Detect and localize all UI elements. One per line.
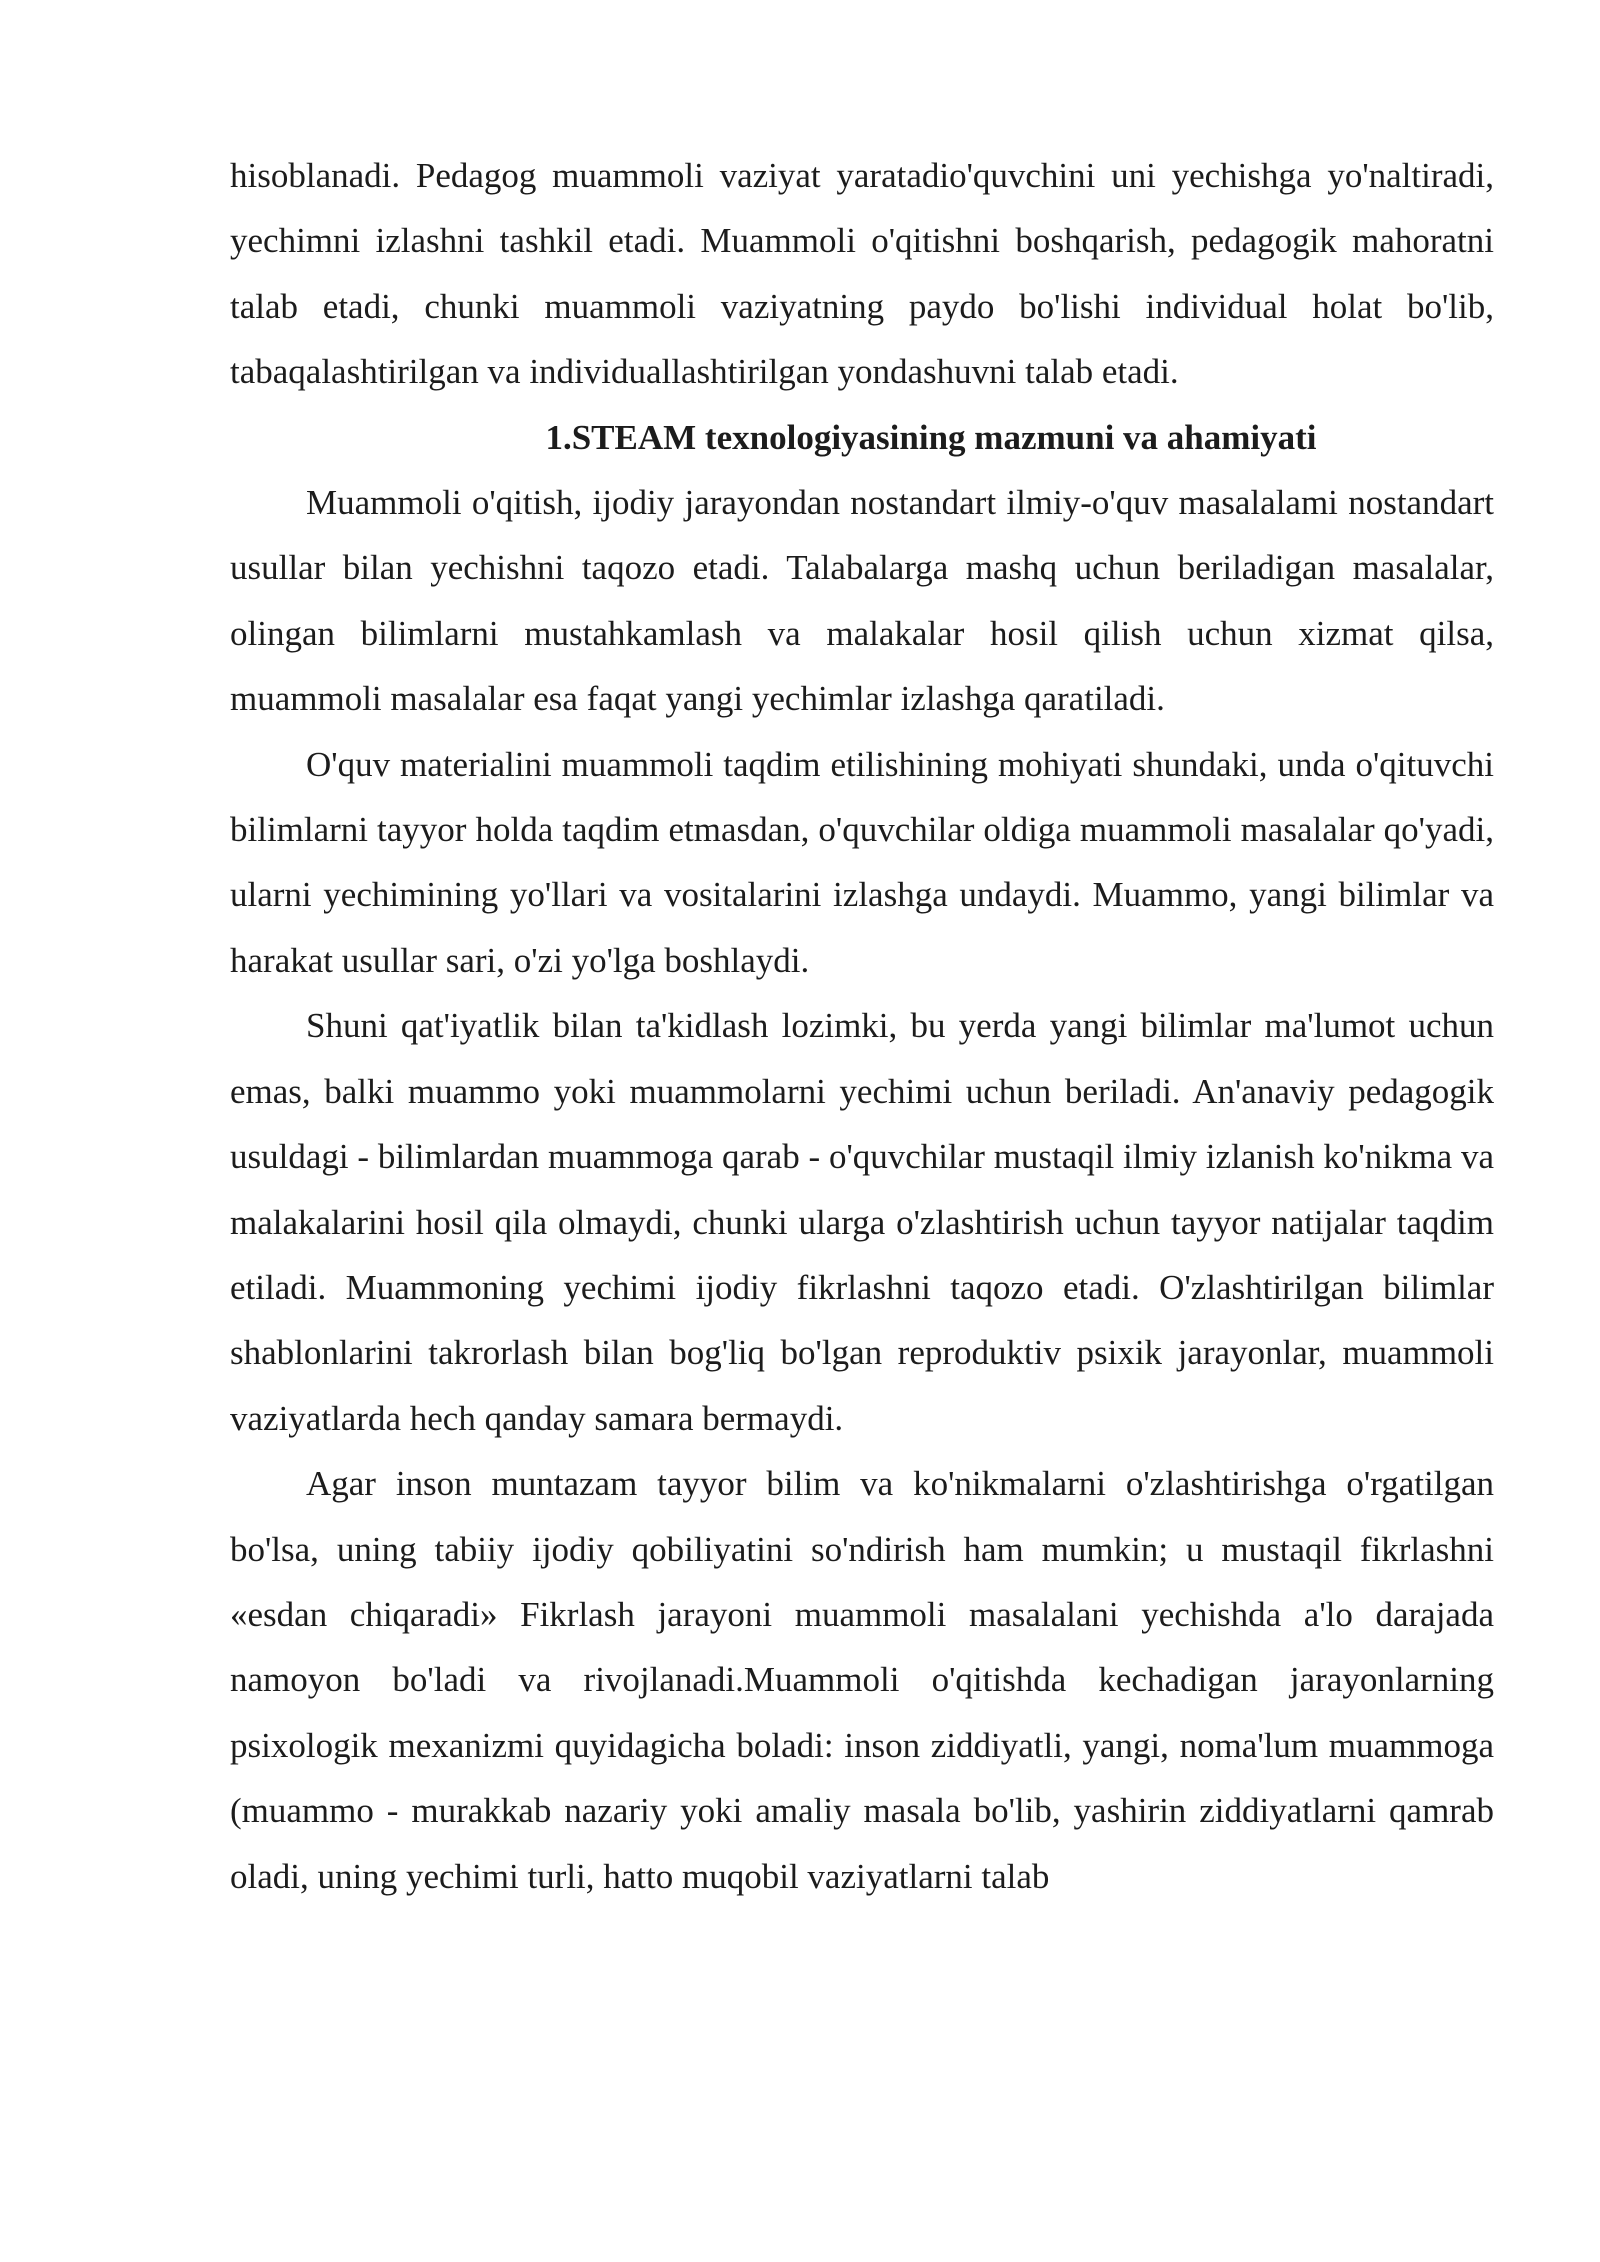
- paragraph-2: O'quv materialini muammoli taqdim etilishining mohiyati shundaki, unda o'qituvchi bilimlarni tayyor holda taqdim etmasdan, o'quvchilar oldiga muammoli masalalar qo'yadi, ularni yechimining yo'llari va vositalarini izlashga undaydi. Muammo, yangi bilimlar va harakat usullar sari, o'zi yo'lga boshlaydi.: [230, 744, 1494, 980]
- section-heading: 1.STEAM texnologiyasining mazmuni va ahamiyati: [545, 417, 1317, 457]
- paragraph-1: Muammoli o'qitish, ijodiy jarayondan nostandart ilmiy-o'quv masalalami nostandart usullar bilan yechishni taqozo etadi. Talabalarga mashq uchun beriladigan masalalar, olingan bilimlarni mustahkamlash va malakalar hosil qilish uchun xizmat qilsa, muammoli masalalar esa faqat yangi yechimlar izlashga qaratiladi.: [230, 483, 1494, 719]
- document-body: [230, 143, 1494, 1909]
- paragraph-4: Agar inson muntazam tayyor bilim va ko'nikmalarni o'zlashtirishga o'rgatilgan bo'lsa, uning tabiiy ijodiy qobiliyatini so'ndirish ham mumkin; u mustaqil fikrlashni «esdan chiqaradi» Fikrlash jarayoni muammoli masalalani yechishda a'lo darajada namoyon bo'ladi va rivojlanadi.Muammoli o'qitishda kechadigan jarayonlarning psixologik mexanizmi quyidagicha boladi: inson ziddiyatli, yangi, noma'lum muammoga (muammo - murakkab nazariy yoki amaliy masala bo'lib, yashirin ziddiyatlarni qamrab oladi, uning yechimi turli, hatto muqobil vaziyatlarni talab: [230, 1464, 1494, 1896]
- paragraph-3: Shuni qat'iyatlik bilan ta'kidlash lozimki, bu yerda yangi bilimlar ma'lumot uchun emas, balki muammo yoki muammolarni yechimi uchun beriladi. An'anaviy pedagogik usuldagi - bilimlardan muammoga qarab - o'quvchilar mustaqil ilmiy izlanish ko'nikma va malakalarini hosil qila olmaydi, chunki ularga o'zlashtirish uchun tayyor natijalar taqdim etiladi. Muammoning yechimi ijodiy fikrlashni taqozo etadi. O'zlashtirilgan bilimlar shablonlarini takrorlash bilan bog'liq bo'lgan reproduktiv psixik jarayonlar, muammoli vaziyatlarda hech qanday samara bermaydi.: [230, 1006, 1494, 1438]
- paragraph-intro: hisoblanadi. Pedagog muammoli vaziyat yaratadio'quvchini uni yechishga yo'naltiradi, yechimni izlashni tashkil etadi. Muammoli o'qitishni boshqarish, pedagogik mahoratni talab etadi, chunki muammoli vaziyatning paydo bo'lishi individual holat bo'lib, tabaqalashtirilgan va individuallashtirilgan yondashuvni talab etadi.: [230, 156, 1494, 392]
